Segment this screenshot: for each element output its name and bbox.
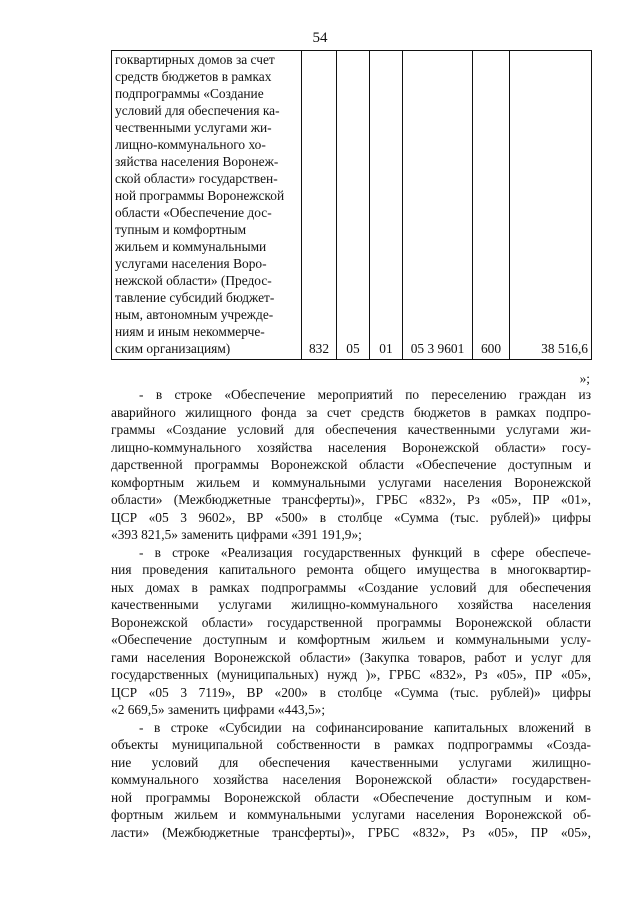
rz-cell: 05 xyxy=(337,51,370,360)
text-line: ЦСР «05 3 7119», ВР «200» в столбце «Сумма (тыс. рублей)» цифры xyxy=(111,684,591,700)
text-line: ласти» (Межбюджетные трансферты)», ГРБС «832», Рз «05», ПР «05», xyxy=(111,824,591,840)
text-line: ной программы Воронежской области «Обеспечение доступным и ком- xyxy=(111,789,591,805)
name-line: тупным и комфортным xyxy=(115,222,247,237)
text-line: ных домах в рамках подпрограммы «Создание условий для обеспечения xyxy=(111,579,591,595)
pr-cell: 01 xyxy=(370,51,403,360)
text-line: дарственной программы Воронежской области «Обеспечение доступным и xyxy=(111,457,591,472)
name-line: услугами населения Воро- xyxy=(115,256,267,271)
text-line: аварийного жилищного фонда за счет средств бюджетов в рамках подпро- xyxy=(111,404,591,420)
name-line: ской области» государствен- xyxy=(115,171,278,186)
name-line: области «Обеспечение дос- xyxy=(115,205,272,220)
name-line: жильем и коммунальными xyxy=(115,239,267,254)
csr-cell: 05 3 9601 xyxy=(403,51,473,360)
text-line: объекты муниципальной собственности в рамках подпрограммы «Созда- xyxy=(111,737,591,752)
name-line: чественными услугами жи- xyxy=(115,120,272,135)
name-line: подпрограммы «Создание xyxy=(115,86,264,101)
text-line: гами населения Воронежской области» (Закупка товаров, работ и услуг для xyxy=(111,649,591,665)
closing-quote-mark: »; xyxy=(579,371,590,386)
name-line: нежской области» (Предос- xyxy=(115,273,272,288)
text-line: фортным жильем и коммунальными услугами населения Воронежской об- xyxy=(111,807,591,822)
text-line: государственных (муниципальных) нужд )», ГРБС «832», Рз «05», ПР «05», xyxy=(111,667,591,682)
text-line: области» (Межбюджетные трансферты)», ГРБС «832», Рз «05», ПР «01», xyxy=(111,492,591,507)
text-line: - в строке «Обеспечение мероприятий по переселению граждан из xyxy=(139,387,591,402)
name-line: ной программы Воронежской xyxy=(115,188,285,203)
sum-cell: 38 516,6 xyxy=(510,51,592,360)
text-line: качественными услугами жилищно-коммунального хозяйства населения xyxy=(111,597,591,612)
name-line: зяйства населения Воронеж- xyxy=(115,154,279,169)
text-line: - в строке «Субсидии на софинансирование капитальных вложений в xyxy=(139,719,591,735)
row-name-cell xyxy=(112,51,302,360)
text-line: граммы «Создание условий для обеспечения качественными услугами жи- xyxy=(111,422,591,437)
text-line: ния проведения капитального ремонта общего имущества в многоквартир- xyxy=(111,562,591,577)
name-line: ниям и иным некоммерче- xyxy=(115,324,265,339)
text-line: лищно-коммунального хозяйства населения Воронежской области» госу- xyxy=(111,439,591,455)
page-number: 54 xyxy=(312,30,328,46)
grbs-cell: 832 xyxy=(302,51,337,360)
name-line: ным, автономным учрежде- xyxy=(115,307,274,322)
text-line: Воронежской области» государственной программы Воронежской области xyxy=(111,614,591,630)
text-line: комфортным жильем и коммунальными услугами населения Воронежской xyxy=(111,474,591,490)
vr-cell: 600 xyxy=(473,51,510,360)
amendment-text xyxy=(111,386,591,841)
text-line: «2 669,5» заменить цифрами «443,5»; xyxy=(111,702,326,717)
text-line: ЦСР «05 3 9602», ВР «500» в столбце «Сумма (тыс. рублей)» цифры xyxy=(111,509,591,525)
name-line: лищно-коммунального хо- xyxy=(115,137,266,152)
table-row xyxy=(112,51,592,360)
name-line: тавление субсидий бюджет- xyxy=(115,290,275,305)
name-line: ским организациям) xyxy=(115,341,231,356)
text-line: - в строке «Реализация государственных функций в сфере обеспече- xyxy=(139,544,591,560)
text-line: ние условий для обеспечения качественными услугами жилищно- xyxy=(111,754,591,770)
budget-table-fragment xyxy=(111,50,592,360)
name-line: гоквартирных домов за счет xyxy=(115,52,275,67)
name-line: средств бюджетов в рамках xyxy=(115,69,272,84)
name-line: условий для обеспечения ка- xyxy=(115,103,280,118)
text-line: коммунального хозяйства населения Воронежской области» государствен- xyxy=(111,772,591,787)
text-line: «Обеспечение доступным и комфортным жильем и коммунальными услу- xyxy=(111,632,591,647)
text-line: «393 821,5» заменить цифрами «391 191,9»; xyxy=(111,527,362,542)
